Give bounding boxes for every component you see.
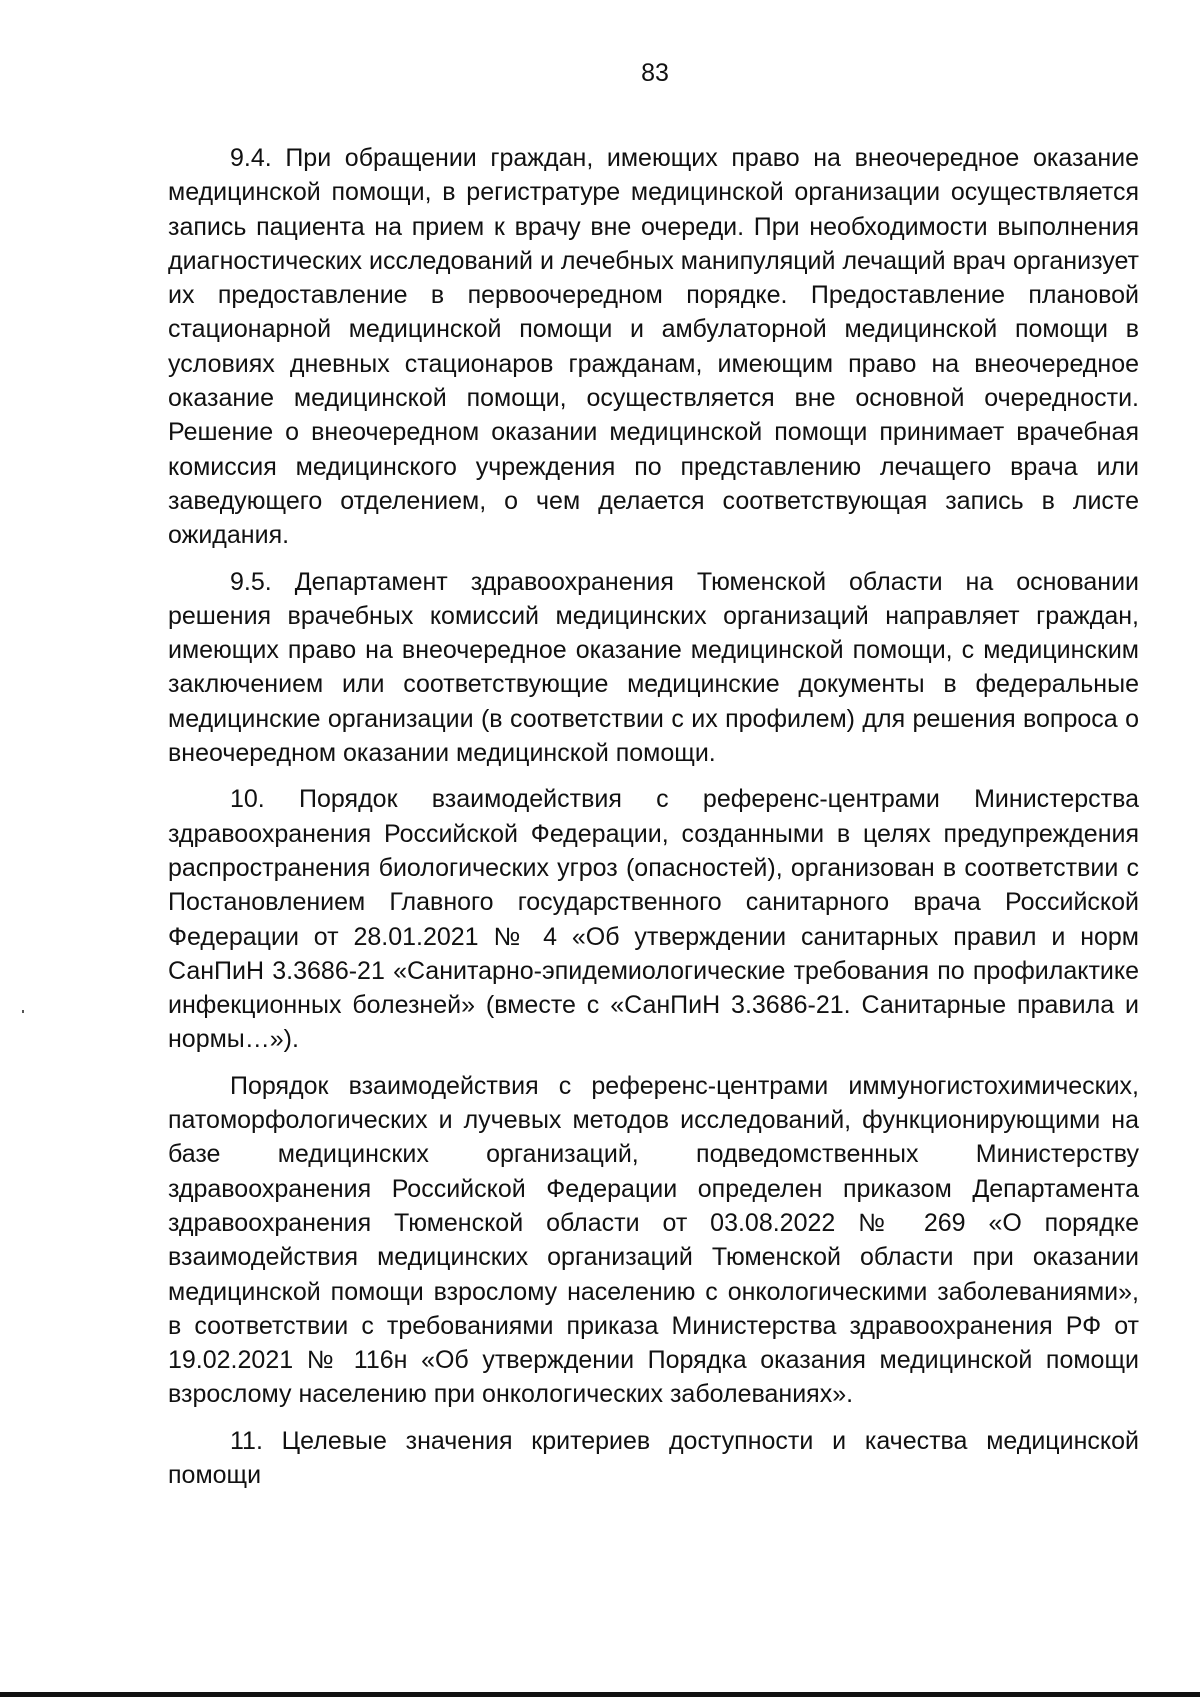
paragraph-10-order: Порядок взаимодействия с референс-центрами иммуногистохимических, патоморфологических и лучевых методов исследований, функционирующими на базе медицинских организаций, подведомственных Министерству здравоохранения Российской Федерации определен приказом Департамента здравоохранения Тюменской области от 03.08.2022 № 269 «О порядке взаимодействия медицинских организаций Тюменской области при оказании медицинской помощи взрослому населению с онкологическими заболеваниями», в соответствии с требованиями приказа Министерства здравоохранения РФ от 19.02.2021 № 116н «Об утверждении Порядка оказания медицинской помощи взрослому населению при онкологических заболеваниях». [168, 1071, 1139, 1409]
page-number: 83 [641, 59, 669, 87]
document-body [168, 141, 1139, 1492]
paragraph-9-4: 9.4. При обращении граждан, имеющих право на внеочередное оказание медицинской помощи, в регистратуре медицинской организации осуществляется запись пациента на прием к врачу вне очереди. При необходимости выполнения диагностических исследований и лечебных манипуляций лечащий врач организует их предоставление в первоочередном порядке. Предоставление плановой стационарной медицинской помощи и амбулаторной медицинской помощи в условиях дневных стационаров гражданам, имеющим право на внеочередное оказание медицинской помощи, осуществляется вне основной очередности. Решение о внеочередном оказании медицинской помощи принимает врачебная комиссия медицинского учреждения по представлению лечащего врача или заведующего отделением, о чем делается соответствующая запись в листе ожидания. [168, 144, 1139, 550]
scan-mark [22, 1010, 24, 1013]
paragraph-10: 10. Порядок взаимодействия с референс-центрами Министерства здравоохранения Российской Федерации, созданными в целях предупреждения распространения биологических угроз (опасностей), организован в соответствии с Постановлением Главного государственного санитарного врача Российской Федерации от 28.01.2021 № 4 «Об утверждении санитарных правил и норм СанПиН 3.3686-21 «Санитарно-эпидемиологические требования по профилактике инфекционных болезней» (вместе с «СанПиН 3.3686-21. Санитарные правила и нормы…»). [168, 785, 1139, 1054]
paragraph-11: 11. Целевые значения критериев доступности и качества медицинской помощи [168, 1426, 1139, 1489]
page-bottom-edge [0, 1692, 1200, 1697]
paragraph-9-5: 9.5. Департамент здравоохранения Тюменской области на основании решения врачебных комиссий медицинских организаций направляет граждан, имеющих право на внеочередное оказание медицинской помощи, с медицинским заключением или соответствующие медицинские документы в федеральные медицинские организации (в соответствии с их профилем) для решения вопроса о внеочередном оказании медицинской помощи. [168, 567, 1139, 768]
